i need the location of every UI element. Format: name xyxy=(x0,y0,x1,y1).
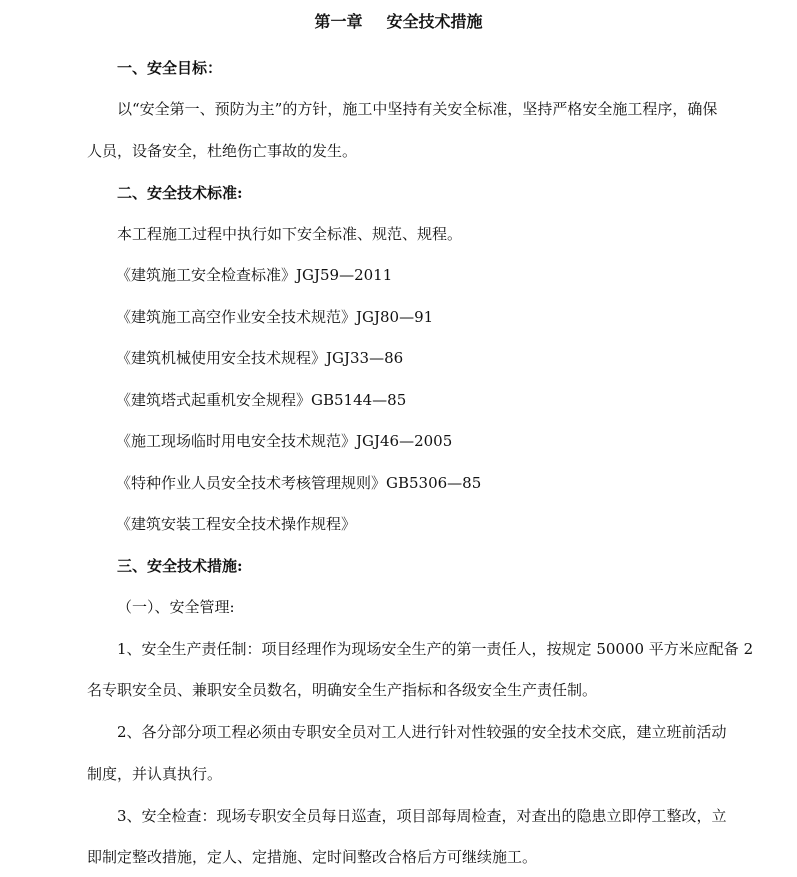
item-1-line-1: 1、安全生产责任制：项目经理作为现场安全生产的第一责任人，按规定 50000 平方米应配备 2 xyxy=(117,640,754,658)
chapter-number: 第一章 xyxy=(314,12,363,31)
item-2-line-1: 2、各分部分项工程必须由专职安全员对工人进行针对性较强的安全技术交底，建立班前活动 xyxy=(117,723,727,741)
standards-intro: 本工程施工过程中执行如下安全标准、规范、规程。 xyxy=(117,225,463,243)
standard-item: 《施工现场临时用电安全技术规范》JGJ46—2005 xyxy=(116,432,453,450)
standard-item: 《建筑施工高空作业安全技术规范》JGJ80—91 xyxy=(116,308,434,326)
chapter-title xyxy=(0,12,797,32)
subsection-heading-management: （一）、安全管理: xyxy=(117,598,235,616)
goal-paragraph-line-2: 人员，设备安全，杜绝伤亡事故的发生。 xyxy=(87,142,358,160)
standard-item: 《建筑机械使用安全技术规程》JGJ33—86 xyxy=(116,349,404,367)
section-heading-measures: 三、安全技术措施: xyxy=(117,557,243,575)
section-heading-goal: 一、安全目标： xyxy=(117,59,223,77)
standard-item: 《建筑塔式起重机安全规程》GB5144—85 xyxy=(116,391,407,409)
section-heading-standards: 二、安全技术标准: xyxy=(117,184,243,202)
standard-item: 《建筑安装工程安全技术操作规程》 xyxy=(116,515,357,533)
item-3-line-2: 即制定整改措施，定人、定措施、定时间整改合格后方可继续施工。 xyxy=(87,848,538,866)
chapter-name: 安全技术措施 xyxy=(386,12,483,31)
standard-item: 《特种作业人员安全技术考核管理规则》GB5306—85 xyxy=(116,474,482,492)
item-1-line-2: 名专职安全员、兼职安全员数名，明确安全生产指标和各级安全生产责任制。 xyxy=(87,681,598,699)
item-3-line-1: 3、安全检查：现场专职安全员每日巡查，项目部每周检查，对查出的隐患立即停工整改，立 xyxy=(117,807,727,825)
standard-item: 《建筑施工安全检查标准》JGJ59—2011 xyxy=(116,266,393,284)
item-2-line-2: 制度，并认真执行。 xyxy=(87,765,223,783)
goal-paragraph-line-1: 以“安全第一、预防为主”的方针，施工中坚持有关安全标准，坚持严格安全施工程序，确保 xyxy=(117,100,718,118)
